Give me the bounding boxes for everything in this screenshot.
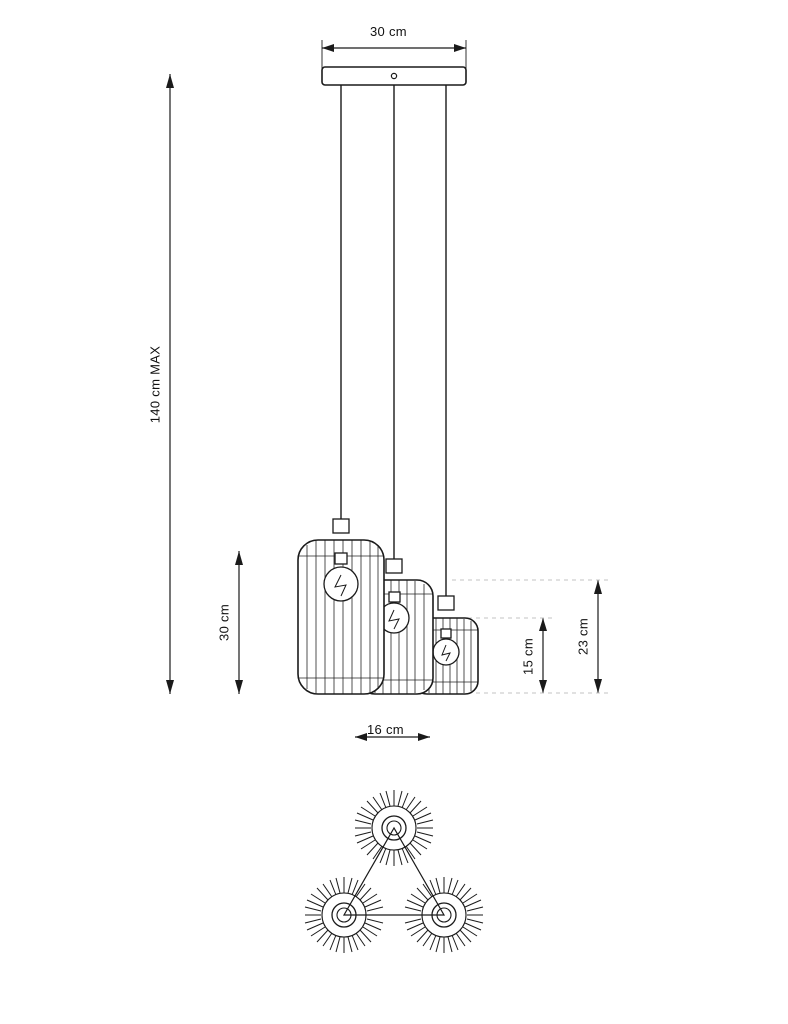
shade-width-label: 16 cm <box>367 722 404 737</box>
shade-one-height-label: 30 cm <box>216 604 232 641</box>
suspension-cables <box>341 85 446 604</box>
ceiling-canopy <box>322 67 466 85</box>
lamp-top-plan-view <box>305 790 483 953</box>
max-drop-dimension <box>166 74 174 694</box>
canopy-width-label: 30 cm <box>370 24 407 39</box>
shade-one-height-dimension <box>235 551 243 694</box>
shade-three-height-dimension <box>539 618 547 693</box>
shade-two-height-dimension <box>594 580 602 693</box>
shade-large-left <box>298 540 384 694</box>
max-drop-label: 140 cm MAX <box>147 345 163 424</box>
shade-two-height-label: 23 cm <box>575 618 591 655</box>
lamp-front-elevation <box>298 67 478 694</box>
shade-three-height-label: 15 cm <box>520 638 536 675</box>
